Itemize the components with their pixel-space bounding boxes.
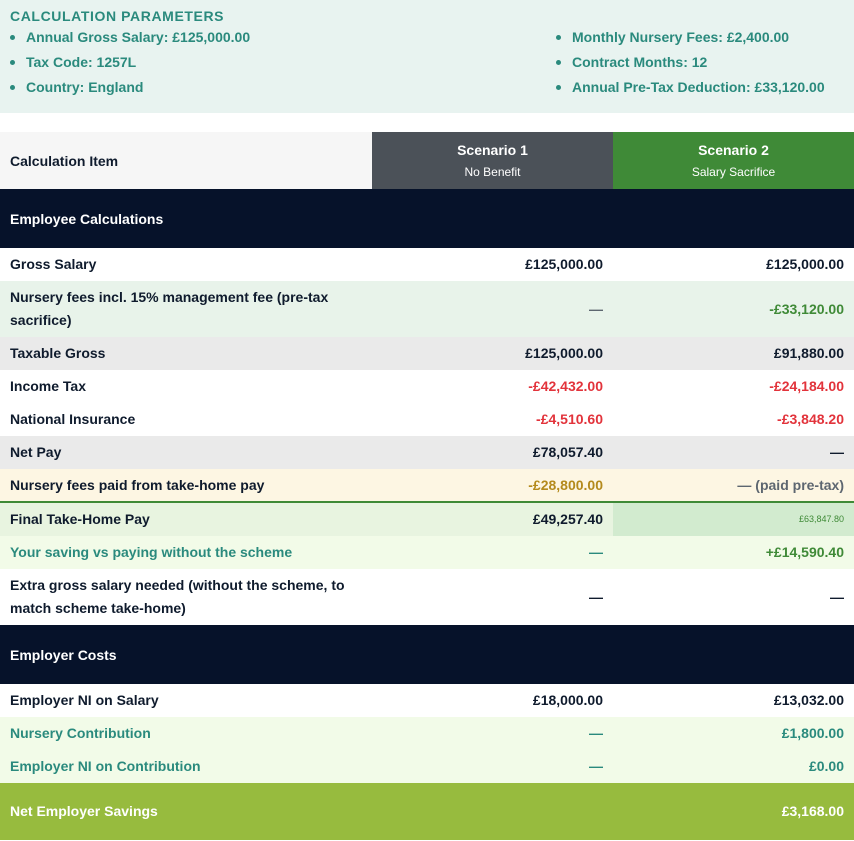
cell-scenario-2: £3,168.00 [781,803,844,819]
cell-scenario-2: £0.00 [808,758,844,774]
row-label: Your saving vs paying without the scheme [10,544,293,560]
params-right-list [556,25,825,100]
cell-scenario-2: £13,032.00 [773,692,844,708]
cell-scenario-2: — (paid pre-tax) [737,476,844,493]
cell-scenario-1: — [589,588,603,605]
row-label: Nursery Contribution [10,725,151,741]
table-row [0,569,854,625]
cell-scenario-1: — [589,758,603,774]
bullet-icon [556,60,561,65]
row-label: Nursery fees paid from take-home pay [10,476,265,493]
cell-scenario-2: £91,880.00 [773,345,844,361]
table-row [0,248,854,281]
row-label: Employer NI on Contribution [10,758,201,774]
param-item: Monthly Nursery Fees: £2,400.00 [556,25,825,50]
cell-scenario-1: -£42,432.00 [528,378,603,394]
section-title: Employee Calculations [10,210,164,227]
row-label: National Insurance [10,411,136,427]
bullet-icon [556,35,561,40]
cell-scenario-1: £49,257.40 [372,502,613,536]
row-label: Net Pay [10,444,62,460]
scenario-2-subtitle: Salary Sacrifice [691,165,776,179]
section-title: Employer Costs [10,646,117,663]
table-row [0,370,854,403]
bullet-icon [556,85,561,90]
param-item: Contract Months: 12 [556,50,825,75]
cell-scenario-2: £125,000.00 [766,256,844,272]
cell-scenario-1: £125,000.00 [525,345,603,361]
row-label: Final Take-Home Pay [0,502,372,536]
table-row [0,337,854,370]
row-label: Extra gross salary needed (without the scheme, to match scheme take-home) [10,577,345,616]
cell-scenario-1 [372,783,613,840]
cell-scenario-1: £125,000.00 [525,256,603,272]
table-row [0,750,854,783]
comparison-table [0,132,854,840]
table-row-net-employer-savings [0,783,854,840]
scenario-1-subtitle: No Benefit [464,165,521,179]
section-header-employee [0,189,854,248]
bullet-icon [10,60,15,65]
table-row [0,281,854,337]
cell-scenario-2: -£3,848.20 [777,411,844,427]
param-item: Tax Code: 1257L [10,50,250,75]
table-row [0,436,854,469]
bullet-icon [10,35,15,40]
row-label: Nursery fees incl. 15% management fee (pre-tax sacrifice) [10,289,329,328]
param-item: Annual Gross Salary: £125,000.00 [10,25,250,50]
column-header-scenario-1 [372,132,613,189]
table-row-final-take-home [0,502,854,536]
cell-scenario-2: -£33,120.00 [769,300,844,317]
params-left-list [10,25,250,100]
cell-scenario-2: £63,847.80 [613,502,854,536]
cell-scenario-2: +£14,590.40 [765,544,844,560]
calculation-parameters-panel [0,0,854,113]
cell-scenario-1: -£4,510.60 [536,411,603,427]
cell-scenario-2: — [830,588,844,605]
column-header-scenario-2 [613,132,854,189]
cell-scenario-2: -£24,184.00 [769,378,844,394]
row-label: Taxable Gross [10,345,106,361]
scenario-1-name: Scenario 1 [457,142,528,158]
cell-scenario-1: £78,057.40 [532,444,603,460]
param-item: Annual Pre-Tax Deduction: £33,120.00 [556,75,825,100]
table-row [0,403,854,436]
cell-scenario-1: — [589,300,603,317]
section-header-employer [0,625,854,684]
table-row-saving [0,536,854,569]
row-label: Gross Salary [10,256,97,272]
cell-scenario-2: £1,800.00 [781,725,844,741]
row-label: Net Employer Savings [10,803,158,819]
row-label: Employer NI on Salary [10,692,159,708]
cell-scenario-1: -£28,800.00 [528,476,603,493]
bullet-icon [10,85,15,90]
cell-scenario-1: — [589,725,603,741]
cell-scenario-1: £18,000.00 [532,692,603,708]
scenario-2-name: Scenario 2 [698,142,769,158]
cell-scenario-2: — [830,444,844,460]
params-title: CALCULATION PARAMETERS [10,8,225,24]
table-row [0,684,854,717]
table-row [0,717,854,750]
cell-scenario-1: — [589,544,603,560]
column-header-item: Calculation Item [0,132,372,189]
table-row [0,469,854,502]
table-header-row [0,132,854,189]
row-label: Income Tax [10,378,86,394]
param-item: Country: England [10,75,250,100]
